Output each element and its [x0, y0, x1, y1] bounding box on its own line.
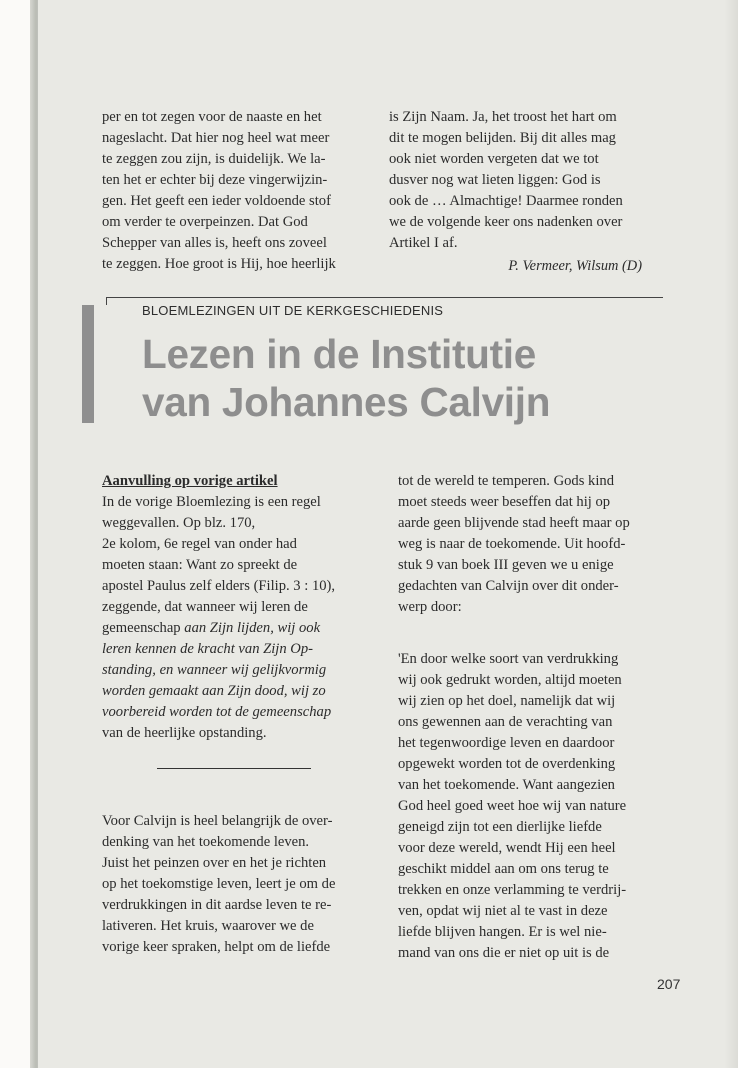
text-line: zeggende, dat wanneer wij leren de — [102, 599, 308, 615]
section-rule-tick — [106, 297, 107, 305]
text-line: stuk 9 van boek III geven we u enige — [398, 557, 614, 573]
text-line: lativeren. Het kruis, waarover we de — [102, 918, 314, 934]
quote-column-right — [398, 649, 626, 964]
subheading: Aanvulling op vorige artikel — [102, 473, 278, 489]
section-rule — [106, 297, 663, 298]
text-line: apostel Paulus zelf elders (Filip. 3 : 10), — [102, 578, 336, 594]
text-line: tot de wereld te temperen. Gods kind — [398, 473, 615, 489]
text-line: moeten staan: Want zo spreekt de — [102, 557, 298, 573]
text-line: Voor Calvijn is heel belangrijk de over- — [102, 813, 333, 829]
text-line: Schepper van alles is, heeft ons zoveel — [102, 235, 327, 251]
text-line: om verder te overpeinzen. Dat God — [102, 214, 308, 230]
title-line: Lezen in de Institutie — [142, 331, 536, 377]
quote-line: God heel goed weet hoe wij van nature — [398, 798, 627, 814]
quote-line: mand van ons die er niet op uit is de — [398, 945, 610, 961]
text-line: van de heerlijke opstanding. — [102, 725, 267, 741]
text-line: per en tot zegen voor de naaste en het — [102, 109, 322, 125]
bottom-column-left — [102, 811, 335, 958]
text-line: is Zijn Naam. Ja, het troost het hart om — [389, 109, 617, 125]
top-column-left — [102, 107, 336, 275]
text-line: ook de … Almachtige! Daarmee ronden — [389, 193, 623, 209]
main-column-left — [102, 471, 335, 744]
text-line: gen. Het geeft een ieder voldoende stof — [102, 193, 331, 209]
text-line: werp door: — [398, 599, 462, 615]
quote-line: ons gewennen aan de verachting van — [398, 714, 613, 730]
quote-line: ven, opdat wij niet al te vast in deze — [398, 903, 608, 919]
text-line: Artikel I af. — [389, 235, 458, 251]
top-column-right — [389, 107, 623, 254]
section-label: BLOEMLEZINGEN UIT DE KERKGESCHIEDENIS — [142, 303, 444, 318]
quote-line: wij ook gedrukt worden, altijd moeten — [398, 672, 622, 688]
text-line: op het toekomstige leven, leert je om de — [102, 876, 336, 892]
italic-line: worden gemaakt aan Zijn dood, wij zo — [102, 683, 326, 699]
text-line: verdrukkingen in dit aardse leven te re- — [102, 897, 332, 913]
page-edge-shadow — [724, 0, 738, 1068]
text-line: gedachten van Calvijn over dit onder- — [398, 578, 619, 594]
main-column-right — [398, 471, 630, 618]
article-title — [142, 330, 550, 426]
italic-line: standing, en wanneer wij gelijkvormig — [102, 662, 327, 678]
text-line: te zeggen zou zijn, is duidelijk. We la- — [102, 151, 326, 167]
quote-line: geschikt middel aan om ons terug te — [398, 861, 609, 877]
text-line: weg is naar de toekomende. Uit hoofd- — [398, 536, 626, 552]
quote-line: trekken en onze verlamming te verdrij- — [398, 882, 627, 898]
quote-line: 'En door welke soort van verdrukking — [398, 651, 619, 667]
text-line: 2e kolom, 6e regel van onder had — [102, 536, 297, 552]
italic-line: voorbereid worden tot de gemeenschap — [102, 704, 332, 720]
quote-line: wij zien op het doel, namelijk dat wij — [398, 693, 616, 709]
quote-line: opgewekt worden tot de overdenking — [398, 756, 616, 772]
text-line: nageslacht. Dat hier nog heel wat meer — [102, 130, 330, 146]
quote-line: voor deze wereld, wendt Hij een heel — [398, 840, 616, 856]
text-line: weggevallen. Op blz. 170, — [102, 515, 256, 531]
text-line — [102, 618, 335, 639]
quote-line: liefde blijven hangen. Er is wel nie- — [398, 924, 607, 940]
text-line: ook niet worden vergeten dat we tot — [389, 151, 599, 167]
author-signature: P. Vermeer, Wilsum (D) — [508, 258, 642, 274]
text-line: Juist het peinzen over en het je richten — [102, 855, 327, 871]
text-line: ten het er echter bij deze vingerwijzin- — [102, 172, 328, 188]
text-line: moet steeds weer beseffen dat hij op — [398, 494, 611, 510]
italic-fragment: aan Zijn lijden, wij ook — [184, 620, 321, 636]
title-accent-bar — [82, 305, 94, 423]
text-line: vorige keer spraken, helpt om de liefde — [102, 939, 331, 955]
page-number: 207 — [657, 976, 681, 992]
text-line: dusver nog wat lieten liggen: God is — [389, 172, 601, 188]
text-fragment: gemeenschap — [102, 620, 185, 636]
text-line: denking van het toekomende leven. — [102, 834, 310, 850]
text-line: aarde geen blijvende stad heeft maar op — [398, 515, 630, 531]
text-line: In de vorige Bloemlezing is een regel — [102, 494, 321, 510]
quote-line: geneigd zijn tot een dierlijke liefde — [398, 819, 602, 835]
title-line: van Johannes Calvijn — [142, 379, 551, 425]
quote-line: van het toekomende. Want aangezien — [398, 777, 615, 793]
italic-line: leren kennen de kracht van Zijn Op- — [102, 641, 314, 657]
divider-line — [157, 768, 311, 769]
text-line: te zeggen. Hoe groot is Hij, hoe heerlijk — [102, 256, 336, 272]
quote-line: het tegenwoordige leven en daardoor — [398, 735, 615, 751]
text-line: dit te mogen belijden. Bij dit alles mag — [389, 130, 616, 146]
text-line: we de volgende keer ons nadenken over — [389, 214, 623, 230]
